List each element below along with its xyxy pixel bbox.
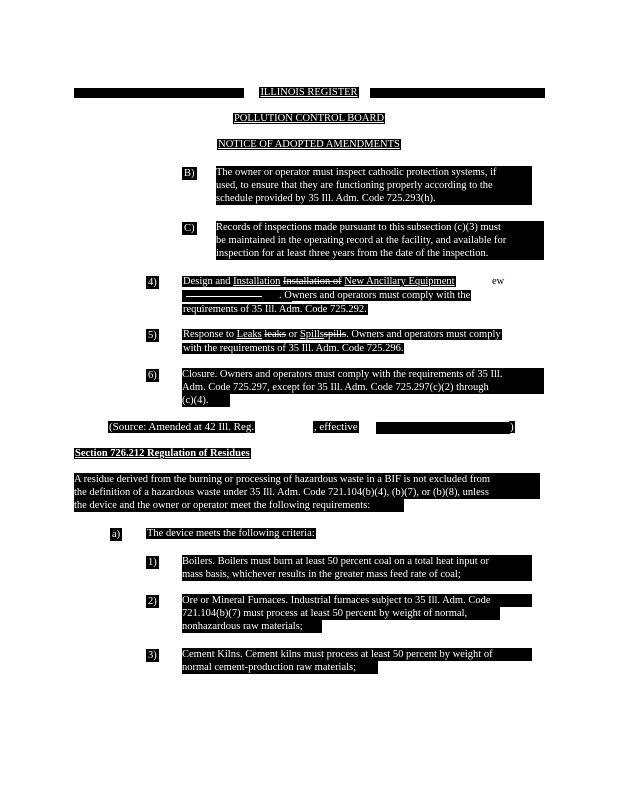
- item-6-label: 6): [148, 370, 157, 381]
- item-c-text: [216, 221, 544, 260]
- item-5-label: 5): [148, 330, 157, 341]
- item-4-strike-rule: [186, 296, 262, 297]
- item-4-label: 4): [148, 277, 157, 288]
- board-title: POLLUTION CONTROL BOARD: [233, 113, 385, 124]
- sub-2-text: [182, 594, 532, 633]
- item-5-line-1: Response to Leaks leaks or Spillsspills. Owners and operators must comply: [183, 329, 501, 340]
- item-b-text: [216, 166, 532, 205]
- section-line-2: the definition of a hazardous waste under 35 Ill. Adm. Code 721.104(b)(4), (b)(7), or (b)(8), unless: [74, 486, 540, 499]
- item-b-line-1: The owner or operator must inspect cathodic protection systems, if: [216, 166, 532, 179]
- section-line-3: the device and the owner or operator meet the following requirements:: [74, 499, 404, 512]
- item-b-line-3: schedule provided by 35 Ill. Adm. Code 725.293(h).: [216, 192, 532, 205]
- sub-a-label: a): [112, 529, 121, 540]
- item-c-line-1: Records of inspections made pursuant to this subsection (c)(3) must: [216, 221, 544, 234]
- item-5-line-2: with the requirements of 35 Ill. Adm. Code 725.296.: [183, 343, 404, 354]
- sub-1-text: [182, 555, 532, 581]
- item-4-line-2: . Owners and operators must comply with the: [279, 290, 471, 301]
- sub-2-label: 2): [148, 596, 157, 607]
- sub-2-line-2: 721.104(b)(7) must process at least 50 percent by weight of normal,: [182, 607, 500, 620]
- sub-1-line-1: Boilers. Boilers must burn at least 50 percent coal on a total heat input or: [182, 555, 532, 568]
- item-c-label: C): [184, 223, 195, 234]
- item-b-line-2: used, to ensure that they are functioning properly according to the: [216, 179, 532, 192]
- item-4-struck-block: [182, 290, 292, 302]
- sub-1-line-2: mass basis, whichever results in the greater mass feed rate of coal;: [182, 568, 532, 581]
- sub-3-line-1: Cement Kilns. Cement kilns must process at least 50 percent by weight of: [182, 648, 532, 661]
- notice-title: NOTICE OF ADOPTED AMENDMENTS: [218, 139, 400, 150]
- source-close: ): [510, 421, 514, 433]
- source-effective-blank: [376, 422, 510, 434]
- item-4-line-1: Design and Installation Installation of New Ancillary Equipment: [183, 276, 455, 287]
- section-heading: Section 726.212 Regulation of Residues: [75, 448, 250, 459]
- sub-3-line-2: normal cement-production raw materials;: [182, 661, 378, 674]
- item-b-label: B): [184, 168, 195, 179]
- item-6-line-2: Adm. Code 725.297, except for 35 Ill. Adm. Code 725.297(c)(2) through: [182, 381, 544, 394]
- source-note: (Source: Amended at 42 Ill. Reg. , effective: [109, 421, 358, 433]
- sub-3-text: [182, 648, 532, 674]
- header-rule-left: [74, 88, 244, 98]
- item-c-line-2: be maintained in the operating record at the facility, and available for: [216, 234, 544, 247]
- item-4-line-3: requirements of 35 Ill. Adm. Code 725.292.: [183, 304, 367, 315]
- item-6-line-3: (c)(4).: [182, 394, 230, 407]
- sub-a-text: The device meets the following criteria:: [147, 528, 315, 539]
- sub-2-line-1: Ore or Mineral Furnaces. Industrial furnaces subject to 35 Ill. Adm. Code: [182, 594, 532, 607]
- header-rule-right: [370, 88, 545, 98]
- sub-3-label: 3): [148, 650, 157, 661]
- source-date-blank: [255, 421, 313, 433]
- sub-1-label: 1): [148, 557, 157, 568]
- sub-2-line-3: nonhazardous raw materials;: [182, 620, 322, 633]
- item-6-line-1: Closure. Owners and operators must comply with the requirements of 35 Ill.: [182, 368, 544, 381]
- item-c-line-3: inspection for at least three years from the date of the inspection.: [216, 247, 544, 260]
- section-paragraph: [74, 473, 540, 512]
- item-4-line-1-tail: ew: [492, 276, 505, 287]
- section-line-1: A residue derived from the burning or processing of hazardous waste in a BIF is not excluded from: [74, 473, 540, 486]
- register-title: ILLINOIS REGISTER: [260, 87, 358, 98]
- item-6-text: [182, 368, 544, 407]
